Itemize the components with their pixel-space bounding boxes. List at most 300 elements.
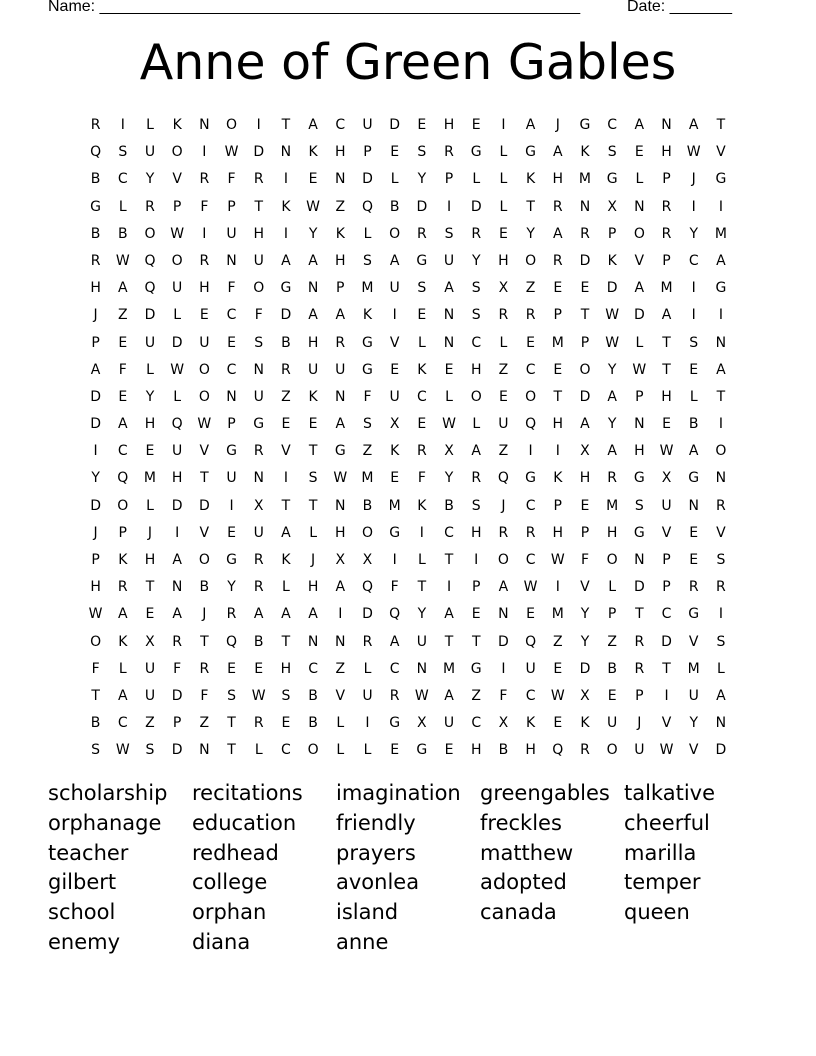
grid-letter: Q bbox=[171, 416, 183, 433]
page-title: Anne of Green Gables bbox=[139, 34, 677, 91]
grid-letter: Q bbox=[144, 252, 156, 269]
grid-letter: K bbox=[553, 470, 563, 487]
grid-letter: L bbox=[118, 198, 127, 215]
grid-letter: E bbox=[199, 307, 209, 324]
grid-letter: I bbox=[229, 497, 234, 514]
grid-letter: V bbox=[688, 742, 699, 759]
grid-letter: R bbox=[389, 687, 400, 704]
word-bank-column bbox=[192, 779, 336, 958]
word-bank-item: temper bbox=[624, 870, 701, 895]
grid-letter: I bbox=[256, 117, 261, 133]
grid-letter: A bbox=[552, 225, 563, 242]
grid-letter: H bbox=[335, 252, 346, 269]
grid-letter: K bbox=[172, 117, 182, 133]
grid-letter: W bbox=[333, 470, 348, 487]
grid-letter: N bbox=[307, 280, 319, 297]
grid-letter: W bbox=[251, 687, 266, 704]
word-bank-item: matthew bbox=[480, 840, 574, 865]
grid-letter: D bbox=[90, 416, 101, 433]
grid-letter: P bbox=[553, 307, 562, 324]
grid-letter: I bbox=[691, 307, 696, 324]
grid-letter: P bbox=[471, 579, 481, 596]
grid-letter: J bbox=[501, 497, 506, 514]
grid-letter: A bbox=[607, 388, 617, 405]
grid-letter: X bbox=[661, 470, 672, 487]
grid-letter: X bbox=[580, 443, 590, 460]
grid-letter: P bbox=[444, 171, 454, 188]
grid-letter: Y bbox=[417, 171, 427, 188]
grid-letter: R bbox=[145, 198, 155, 215]
grid-letter: C bbox=[335, 117, 346, 133]
grid-letter: T bbox=[580, 307, 590, 324]
grid-letter: H bbox=[470, 742, 482, 759]
grid-letter: R bbox=[199, 252, 210, 269]
grid-letter: E bbox=[390, 742, 400, 759]
grid-letter: Q bbox=[497, 470, 509, 487]
grid-letter: K bbox=[308, 388, 318, 405]
grid-letter: L bbox=[336, 715, 345, 732]
grid-letter: I bbox=[419, 524, 424, 541]
grid-letter: N bbox=[226, 388, 237, 405]
grid-letter: T bbox=[662, 361, 671, 378]
grid-letter: Z bbox=[335, 660, 346, 677]
grid-letter: Q bbox=[144, 280, 156, 297]
grid-letter: O bbox=[497, 552, 509, 568]
grid-letter: Z bbox=[552, 633, 563, 650]
grid-letter: H bbox=[470, 361, 482, 378]
grid-letter: X bbox=[498, 280, 509, 297]
grid-letter: P bbox=[635, 388, 644, 405]
grid-letter: T bbox=[444, 552, 454, 568]
grid-letter: K bbox=[417, 497, 427, 514]
grid-letter: W bbox=[686, 144, 701, 161]
grid-letter: S bbox=[254, 334, 264, 351]
grid-letter: U bbox=[443, 715, 455, 732]
word-bank-item: gilbert bbox=[48, 870, 117, 895]
grid-letter: I bbox=[283, 225, 288, 242]
grid-letter: N bbox=[661, 117, 672, 133]
grid-letter: C bbox=[444, 524, 454, 541]
grid-letter: X bbox=[498, 715, 509, 732]
grid-letter: O bbox=[470, 388, 482, 405]
grid-letter: I bbox=[691, 198, 696, 215]
grid-letter: E bbox=[444, 361, 454, 378]
grid-letter: R bbox=[444, 144, 454, 161]
grid-letter: A bbox=[389, 252, 400, 269]
grid-letter: N bbox=[253, 470, 264, 487]
word-bank-item: canada bbox=[480, 900, 557, 925]
grid-letter: F bbox=[200, 198, 209, 215]
grid-letter: O bbox=[606, 742, 618, 759]
grid-letter: G bbox=[416, 252, 428, 269]
grid-row bbox=[82, 711, 735, 738]
grid-row bbox=[82, 303, 735, 330]
grid-letter: F bbox=[227, 171, 236, 188]
grid-letter: X bbox=[444, 443, 454, 460]
grid-letter: N bbox=[715, 470, 727, 487]
grid-letter: W bbox=[224, 144, 239, 161]
grid-letter: A bbox=[308, 252, 318, 269]
grid-letter: X bbox=[389, 416, 400, 433]
grid-letter: G bbox=[579, 117, 591, 133]
grid-letter: S bbox=[363, 252, 372, 269]
grid-letter: T bbox=[200, 470, 209, 487]
grid-row bbox=[82, 195, 735, 222]
grid-letter: O bbox=[633, 225, 645, 242]
word-bank-column bbox=[336, 779, 480, 958]
grid-letter: L bbox=[499, 171, 508, 188]
grid-letter: Z bbox=[525, 280, 536, 297]
grid-letter: U bbox=[144, 144, 156, 161]
grid-letter: L bbox=[417, 552, 426, 568]
grid-letter: M bbox=[578, 171, 592, 188]
name-field-label: Name: ______________________________________________________ bbox=[48, 0, 581, 15]
grid-row bbox=[82, 630, 735, 657]
grid-letter: Q bbox=[525, 633, 537, 650]
grid-letter: O bbox=[715, 443, 727, 460]
grid-letter: T bbox=[281, 633, 291, 650]
grid-letter: Y bbox=[689, 225, 698, 242]
grid-letter: E bbox=[689, 524, 699, 541]
grid-letter: I bbox=[718, 307, 723, 324]
grid-letter: G bbox=[470, 660, 482, 677]
grid-letter: R bbox=[688, 579, 699, 596]
grid-letter: I bbox=[202, 225, 207, 242]
grid-letter: S bbox=[444, 225, 454, 242]
grid-row bbox=[82, 113, 735, 140]
grid-letter: B bbox=[253, 633, 264, 650]
grid-letter: M bbox=[714, 225, 727, 242]
grid-letter: X bbox=[607, 198, 617, 215]
grid-letter: A bbox=[117, 280, 128, 297]
grid-letter: D bbox=[498, 633, 509, 650]
grid-letter: X bbox=[417, 715, 427, 732]
grid-letter: G bbox=[226, 552, 237, 568]
grid-letter: H bbox=[144, 552, 156, 568]
grid-letter: N bbox=[634, 198, 645, 215]
grid-letter: D bbox=[171, 334, 183, 351]
grid-letter: L bbox=[363, 660, 372, 677]
word-bank-item: talkative bbox=[624, 781, 716, 805]
grid-letter: H bbox=[579, 470, 591, 487]
grid-letter: D bbox=[90, 388, 101, 405]
grid-row bbox=[82, 521, 735, 548]
grid-letter: S bbox=[607, 144, 617, 161]
grid-letter: I bbox=[718, 198, 723, 215]
grid-letter: L bbox=[445, 388, 453, 405]
grid-letter: E bbox=[689, 552, 699, 568]
grid-letter: C bbox=[226, 361, 237, 378]
grid-row bbox=[82, 738, 735, 765]
grid-letter: P bbox=[227, 416, 236, 433]
grid-letter: X bbox=[335, 552, 346, 568]
grid-letter: F bbox=[254, 307, 263, 324]
grid-letter: E bbox=[634, 144, 644, 161]
grid-letter: Z bbox=[145, 715, 155, 732]
grid-letter: A bbox=[172, 606, 182, 623]
grid-letter: Y bbox=[471, 252, 481, 269]
grid-letter: Y bbox=[580, 606, 590, 623]
grid-letter: E bbox=[498, 225, 508, 242]
grid-letter: H bbox=[90, 280, 101, 297]
grid-letter: O bbox=[525, 388, 537, 405]
grid-letter: W bbox=[550, 552, 565, 568]
grid-letter: D bbox=[171, 687, 183, 704]
grid-letter: L bbox=[146, 497, 154, 514]
grid-letter: U bbox=[226, 470, 237, 487]
grid-letter: A bbox=[716, 687, 726, 704]
grid-letter: G bbox=[688, 606, 700, 623]
grid-letter: R bbox=[580, 225, 590, 242]
grid-letter: T bbox=[91, 687, 100, 704]
word-bank-item: orphan bbox=[192, 900, 267, 925]
grid-letter: U bbox=[335, 361, 346, 378]
word-bank bbox=[48, 779, 768, 958]
grid-letter: U bbox=[253, 252, 264, 269]
grid-letter: G bbox=[226, 443, 237, 460]
grid-letter: O bbox=[171, 144, 183, 161]
grid-letter: P bbox=[227, 198, 236, 215]
grid-letter: O bbox=[307, 742, 319, 759]
grid-letter: K bbox=[417, 361, 427, 378]
grid-letter: K bbox=[390, 443, 400, 460]
grid-letter: P bbox=[363, 144, 372, 161]
grid-letter: Z bbox=[362, 443, 373, 460]
grid-letter: L bbox=[499, 144, 508, 161]
grid-letter: W bbox=[170, 361, 185, 378]
grid-row bbox=[82, 466, 735, 493]
grid-letter: U bbox=[362, 687, 373, 704]
word-bank-column bbox=[480, 779, 624, 958]
word-bank-item: redhead bbox=[192, 840, 279, 865]
grid-row bbox=[82, 140, 735, 167]
grid-letter: P bbox=[91, 552, 100, 568]
grid-letter: A bbox=[281, 524, 291, 541]
grid-letter: Z bbox=[281, 388, 291, 405]
grid-letter: E bbox=[227, 524, 236, 541]
grid-letter: E bbox=[254, 660, 264, 677]
grid-letter: B bbox=[90, 715, 101, 732]
grid-letter: A bbox=[253, 606, 264, 623]
grid-letter: E bbox=[553, 660, 563, 677]
grid-letter: N bbox=[171, 579, 183, 596]
grid-letter: T bbox=[145, 579, 155, 596]
grid-letter: W bbox=[523, 579, 538, 596]
grid-letter: G bbox=[715, 280, 727, 297]
grid-letter: U bbox=[144, 334, 156, 351]
grid-letter: W bbox=[414, 687, 429, 704]
grid-letter: N bbox=[634, 552, 645, 568]
grid-letter: N bbox=[335, 171, 346, 188]
grid-letter: O bbox=[198, 361, 210, 378]
word-bank-item: adopted bbox=[480, 870, 567, 895]
grid-letter: P bbox=[662, 252, 671, 269]
grid-letter: F bbox=[499, 687, 508, 704]
grid-letter: K bbox=[281, 198, 291, 215]
grid-letter: U bbox=[607, 715, 618, 732]
grid-letter: E bbox=[227, 334, 236, 351]
grid-letter: Z bbox=[471, 687, 482, 704]
grid-letter: G bbox=[688, 470, 700, 487]
grid-row bbox=[82, 412, 735, 439]
grid-letter: E bbox=[390, 361, 400, 378]
grid-letter: A bbox=[607, 443, 617, 460]
grid-letter: I bbox=[283, 470, 288, 487]
grid-letter: Q bbox=[525, 416, 537, 433]
grid-letter: I bbox=[718, 606, 723, 623]
grid-letter: S bbox=[118, 144, 128, 161]
grid-letter: V bbox=[716, 144, 726, 161]
grid-letter: Q bbox=[552, 742, 564, 759]
grid-letter: G bbox=[90, 198, 102, 215]
grid-letter: N bbox=[280, 144, 292, 161]
grid-letter: O bbox=[606, 552, 618, 568]
grid-row bbox=[82, 657, 735, 684]
grid-letter: J bbox=[691, 171, 696, 188]
grid-letter: H bbox=[307, 579, 319, 596]
grid-letter: O bbox=[90, 633, 102, 650]
grid-letter: I bbox=[283, 171, 288, 188]
grid-letter: O bbox=[198, 552, 210, 568]
word-bank-item: avonlea bbox=[336, 870, 420, 895]
grid-letter: A bbox=[308, 117, 318, 133]
grid-letter: Y bbox=[145, 388, 155, 405]
grid-letter: Z bbox=[199, 715, 210, 732]
grid-letter: K bbox=[362, 307, 373, 324]
grid-letter: R bbox=[281, 361, 291, 378]
grid-letter: V bbox=[172, 171, 182, 188]
grid-letter: I bbox=[93, 443, 98, 460]
word-bank-item: anne bbox=[336, 929, 389, 954]
grid-letter: R bbox=[253, 171, 264, 188]
grid-letter: U bbox=[416, 633, 427, 650]
grid-letter: U bbox=[253, 388, 264, 405]
grid-letter: R bbox=[580, 742, 590, 759]
grid-letter: Z bbox=[117, 307, 128, 324]
worksheet-header bbox=[0, 0, 816, 20]
grid-letter: N bbox=[199, 117, 210, 133]
word-bank-item: imagination bbox=[336, 781, 461, 805]
grid-letter: L bbox=[472, 416, 481, 433]
grid-letter: W bbox=[605, 307, 620, 324]
grid-letter: R bbox=[226, 606, 237, 623]
grid-letter: H bbox=[199, 280, 210, 297]
grid-letter: G bbox=[362, 361, 373, 378]
grid-letter: A bbox=[335, 416, 346, 433]
grid-letter: K bbox=[607, 252, 617, 269]
grid-letter: C bbox=[117, 715, 128, 732]
grid-letter: S bbox=[471, 497, 481, 514]
grid-letter: W bbox=[88, 606, 103, 623]
grid-letter: R bbox=[471, 470, 482, 487]
grid-letter: J bbox=[93, 524, 98, 541]
grid-letter: A bbox=[281, 252, 291, 269]
grid-letter: E bbox=[390, 470, 400, 487]
grid-letter: U bbox=[525, 660, 536, 677]
grid-letter: L bbox=[173, 388, 182, 405]
grid-letter: A bbox=[335, 579, 346, 596]
grid-row bbox=[82, 249, 735, 276]
grid-letter: G bbox=[525, 470, 537, 487]
grid-letter: U bbox=[144, 687, 156, 704]
grid-letter: J bbox=[147, 524, 153, 541]
grid-letter: E bbox=[227, 660, 236, 677]
grid-letter: G bbox=[389, 715, 401, 732]
grid-letter: U bbox=[226, 225, 237, 242]
word-bank-item: education bbox=[192, 810, 297, 835]
grid-letter: U bbox=[389, 388, 400, 405]
word-bank-item: orphanage bbox=[48, 810, 162, 835]
grid-letter: R bbox=[335, 334, 346, 351]
grid-letter: P bbox=[118, 524, 127, 541]
grid-letter: A bbox=[552, 144, 563, 161]
grid-letter: C bbox=[525, 552, 536, 568]
grid-letter: B bbox=[389, 198, 400, 215]
grid-letter: H bbox=[552, 524, 564, 541]
grid-letter: T bbox=[227, 742, 236, 759]
grid-letter: D bbox=[253, 144, 265, 161]
grid-letter: N bbox=[335, 497, 346, 514]
grid-letter: O bbox=[144, 225, 156, 242]
grid-letter: G bbox=[715, 171, 727, 188]
grid-letter: Z bbox=[498, 443, 509, 460]
grid-letter: V bbox=[716, 524, 726, 541]
grid-letter: L bbox=[282, 579, 290, 596]
grid-letter: W bbox=[115, 742, 130, 759]
grid-letter: R bbox=[172, 633, 183, 650]
grid-letter: N bbox=[199, 742, 210, 759]
grid-letter: L bbox=[118, 660, 127, 677]
grid-letter: W bbox=[170, 225, 185, 242]
grid-letter: V bbox=[199, 443, 210, 460]
grid-letter: M bbox=[660, 280, 673, 297]
grid-letter: G bbox=[362, 334, 373, 351]
grid-letter: D bbox=[144, 307, 156, 324]
grid-letter: U bbox=[498, 416, 509, 433]
grid-letter: R bbox=[362, 633, 373, 650]
word-bank-item: enemy bbox=[48, 929, 121, 954]
grid-letter: N bbox=[688, 497, 699, 514]
grid-letter: S bbox=[471, 307, 481, 324]
grid-letter: I bbox=[202, 144, 207, 161]
grid-letter: T bbox=[200, 633, 209, 650]
grid-letter: I bbox=[392, 552, 397, 568]
grid-letter: R bbox=[716, 497, 726, 514]
grid-letter: M bbox=[687, 660, 700, 677]
grid-letter: E bbox=[607, 687, 617, 704]
grid-letter: N bbox=[335, 388, 346, 405]
grid-letter: P bbox=[172, 715, 182, 732]
grid-letter: N bbox=[715, 715, 727, 732]
grid-letter: N bbox=[226, 252, 237, 269]
word-bank-item: prayers bbox=[336, 840, 416, 865]
grid-letter: D bbox=[606, 280, 618, 297]
grid-letter: R bbox=[498, 307, 509, 324]
grid-letter: P bbox=[91, 334, 100, 351]
grid-letter: K bbox=[281, 552, 291, 568]
grid-letter: I bbox=[555, 443, 560, 460]
grid-letter: R bbox=[416, 225, 427, 242]
grid-letter: F bbox=[363, 388, 372, 405]
grid-letter: R bbox=[716, 579, 726, 596]
grid-row bbox=[82, 575, 735, 602]
grid-letter: P bbox=[662, 579, 671, 596]
grid-letter: B bbox=[688, 416, 699, 433]
grid-letter: P bbox=[580, 524, 590, 541]
grid-letter: K bbox=[580, 144, 590, 161]
grid-letter: U bbox=[443, 252, 455, 269]
grid-letter: O bbox=[198, 388, 210, 405]
